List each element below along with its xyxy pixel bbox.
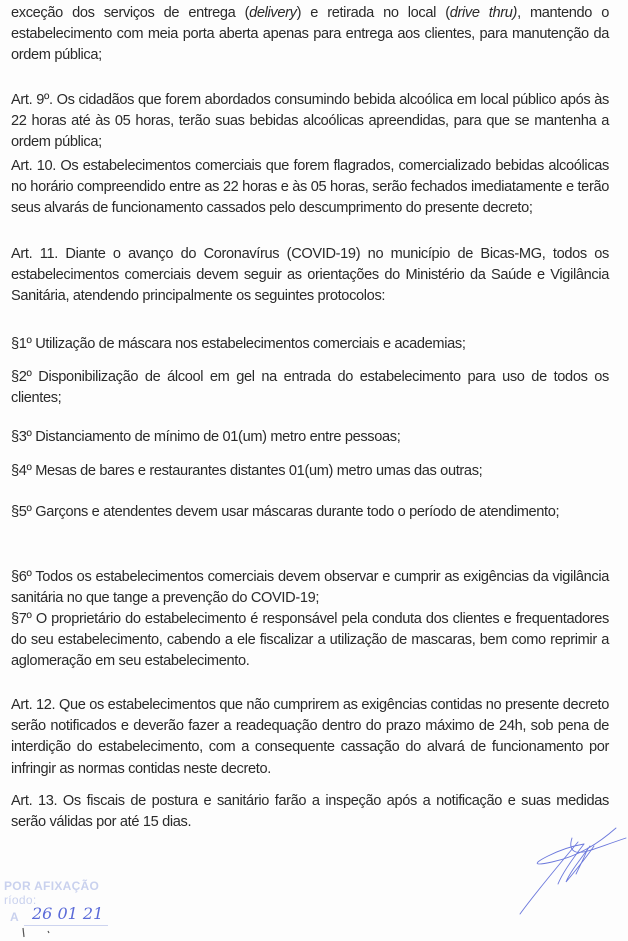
text: exceção dos serviços de entrega ( xyxy=(11,5,250,21)
paragraph-1: §1º Utilização de máscara nos estabelecimentos comerciais e academias; xyxy=(11,336,466,352)
ink-marks-icon xyxy=(20,926,60,938)
paragraph-continuation xyxy=(11,3,609,67)
article-11: Art. 11. Diante o avanço do Coronavírus (COVID-19) no município de Bicas-MG, todos os estabelecimentos comerciais devem seguir as orientações do Ministério da Saúde e Vigilância Sanitária, atendendo principalmente os seguintes protocolos: xyxy=(11,246,609,305)
paragraph-5: §5º Garçons e atendentes devem usar máscaras durante todo o período de atendimento; xyxy=(11,504,560,520)
article-13: Art. 13. Os fiscais de postura e sanitário farão a inspeção após a notificação e suas medidas serão válidas por até 15 dias. xyxy=(11,793,609,831)
paragraph-7: §7º O proprietário do estabelecimento é responsável pela conduta dos clientes e frequentadores do seu estabelecimento, cabendo a ele fiscalizar a utilização de mascaras, bem como reprimir a aglomeração em seu estabelecimento. xyxy=(11,611,609,670)
article-10: Art. 10. Os estabelecimentos comerciais que forem flagrados, comercializado bebidas alcoólicas no horário compreendido entre as 22 horas e às 05 horas, serão fechados imediatamente e terão seus alvarás de funcionamento cassados pelo descumprimento do presente decreto; xyxy=(11,158,609,217)
stamp-line-1: POR AFIXAÇÃO xyxy=(4,879,100,893)
stamp-line-3: A xyxy=(10,910,19,924)
handwritten-date: 26 01 21 xyxy=(32,904,104,923)
text: ) e retirada no local ( xyxy=(296,5,450,21)
paragraph-4: §4º Mesas de bares e restaurantes distantes 01(um) metro umas das outras; xyxy=(11,463,483,479)
signature-icon xyxy=(500,822,628,918)
paragraph-2: §2º Disponibilização de álcool em gel na entrada do estabelecimento para uso de todos os clientes; xyxy=(11,369,609,407)
stamp-line-2: ríodo: xyxy=(4,893,37,907)
italic-text: delivery xyxy=(249,5,297,21)
italic-text: drive thru) xyxy=(449,5,518,21)
article-9: Art. 9º. Os cidadãos que forem abordados consumindo bebida alcoólica em local público após às 22 horas até às 05 horas, terão suas bebidas alcoólicas apreendidas, para que se mantenha a ordem pública; xyxy=(11,92,609,151)
text: , mantendo o estabelecimento com meia porta aberta apenas para entrega aos clientes, para manutenção da ordem pública; xyxy=(11,5,609,64)
paragraph-3: §3º Distanciamento de mínimo de 01(um) metro entre pessoas; xyxy=(11,429,401,445)
paragraph-6: §6º Todos os estabelecimentos comerciais devem observar e cumprir as exigências da vigilância sanitária no que tange a prevenção do COVID-19; xyxy=(11,569,609,607)
article-12: Art. 12. Que os estabelecimentos que não cumprirem as exigências contidas no presente decreto serão notificados e deverão fazer a readequação dentro do prazo máximo de 24h, sob pena de interdição do estabelecimento, com a consequente cassação do alvará de funcionamento por infringir as normas contidas neste decreto. xyxy=(11,697,609,777)
